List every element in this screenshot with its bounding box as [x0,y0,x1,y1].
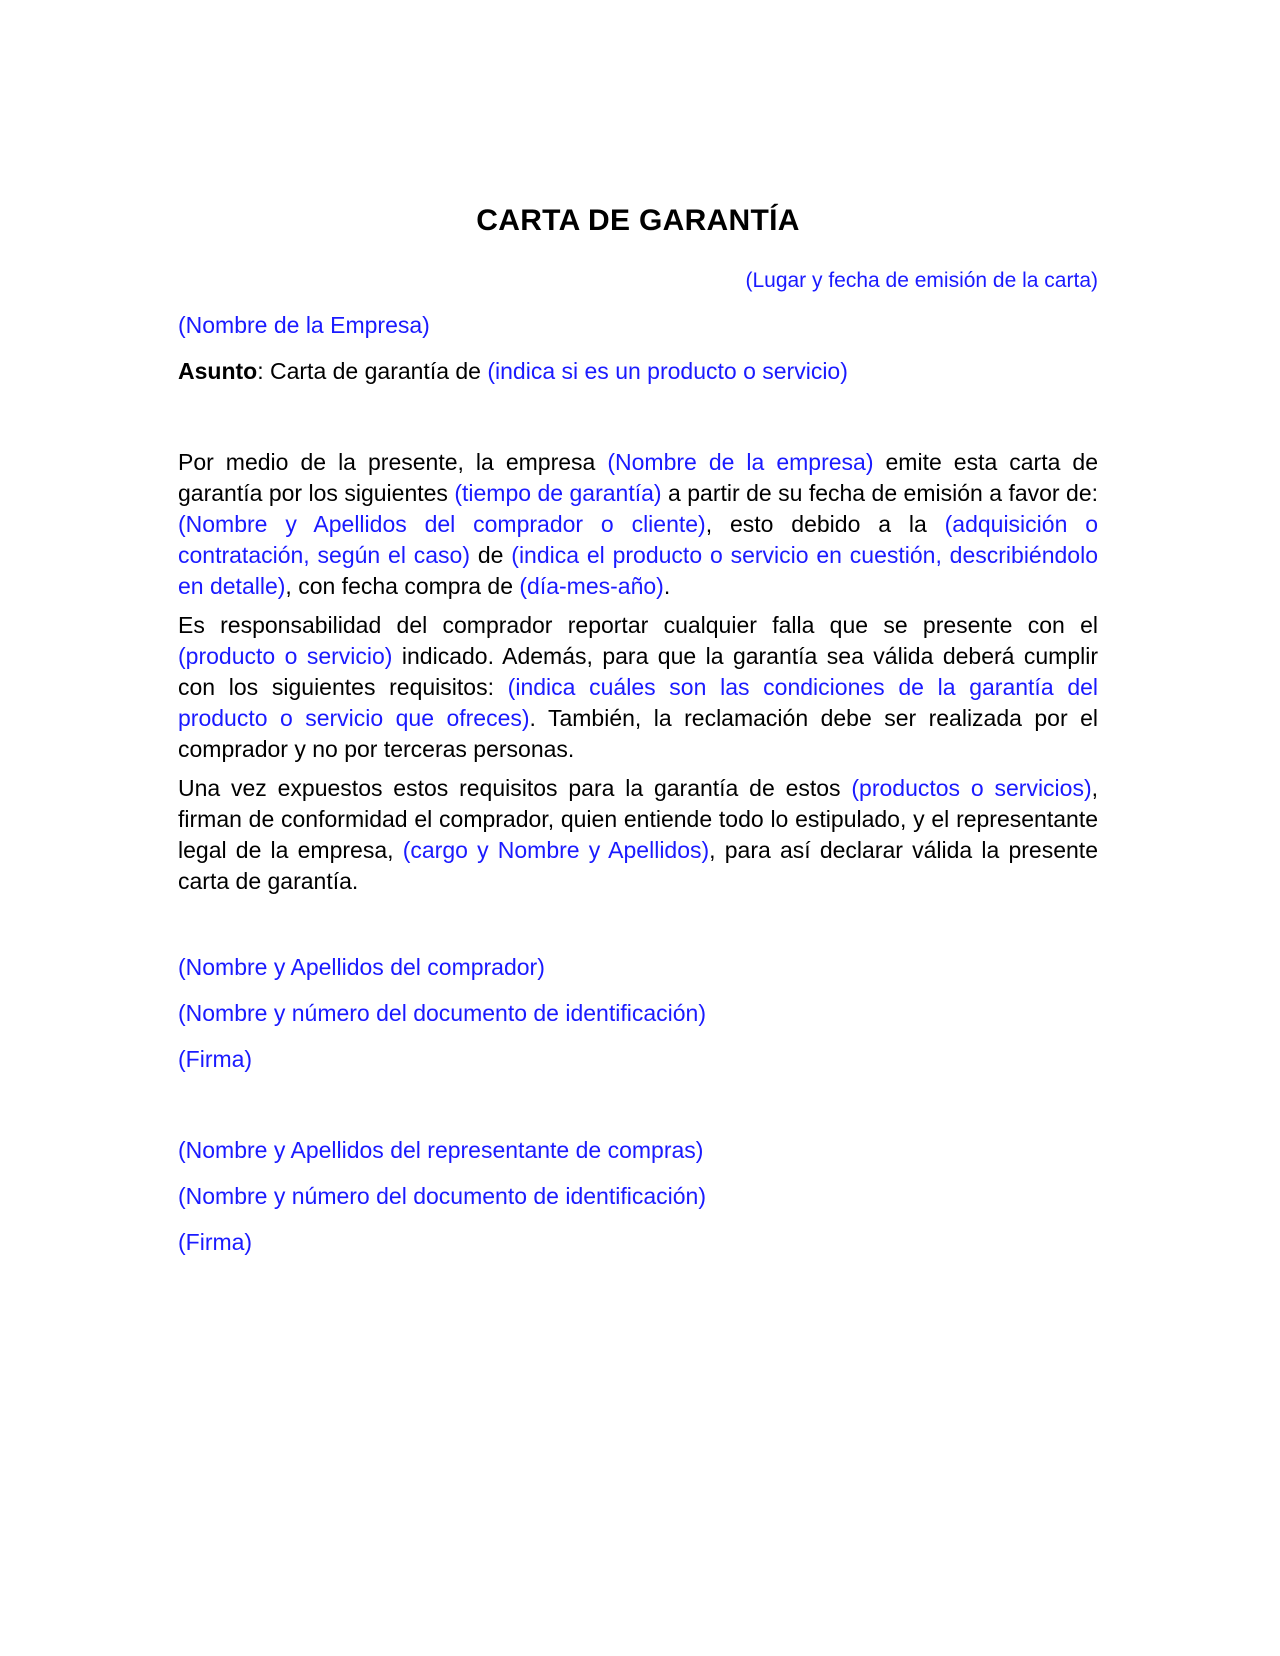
products-services-placeholder: (productos o servicios) [851,775,1092,801]
paragraph-1-text: , con fecha compra de [285,573,520,599]
paragraph-2 [178,610,1098,765]
representative-signature-line: (Firma) [178,1229,253,1255]
paragraph-1-text: a partir de su fecha de emisión a favor de: [661,480,1099,506]
company-name-placeholder: (Nombre de la Empresa) [178,312,430,338]
buyer-document-line: (Nombre y número del documento de identificación) [178,1000,706,1026]
paragraph-1 [178,447,1098,602]
product-description-placeholder: (indica el producto o servicio en cuestión, describiéndolo en detalle) [178,542,1099,599]
paragraph-1-text: , esto debido a la [705,511,945,537]
product-service-placeholder: (producto o servicio) [178,643,393,669]
paragraph-1-text: emite esta carta de garantía por los siguientes [178,449,1099,506]
representative-name-line: (Nombre y Apellidos del representante de compras) [178,1137,704,1163]
buyer-name-placeholder: (Nombre y Apellidos del comprador o cliente) [178,511,706,537]
warranty-conditions-placeholder: (indica cuáles son las condiciones de la garantía del producto o servicio que ofreces) [178,674,1099,731]
paragraph-1-text: Por medio de la presente, la empresa [178,449,608,475]
paragraph-1-text: . [663,573,671,599]
page-title: CARTA DE GARANTÍA [476,204,800,237]
subject-placeholder: (indica si es un producto o servicio) [487,358,848,384]
paragraph-2-text: indicado. Además, para que la garantía sea válida deberá cumplir con los siguientes requisitos: [178,643,1098,700]
place-date-placeholder: (Lugar y fecha de emisión de la carta) [745,269,1098,292]
subject-text: Carta de garantía de [263,358,488,384]
paragraph-1-text: de [470,542,512,568]
company-placeholder: (Nombre de la empresa) [607,449,874,475]
subject-label: Asunto [178,358,258,384]
paragraph-2-text: . También, la reclamación debe ser realizada por el comprador y no por terceras personas. [178,705,1098,762]
warranty-time-placeholder: (tiempo de garantía) [454,480,662,506]
subject-separator: : [257,358,264,384]
subject-line [178,356,1098,387]
buyer-signature-line: (Firma) [178,1046,253,1072]
representative-document-line: (Nombre y número del documento de identificación) [178,1183,706,1209]
paragraph-3-text: , firman de conformidad el comprador, quien entiende todo lo estipulado, y el representante legal de la empresa, [178,775,1099,863]
purchase-date-placeholder: (día-mes-año) [519,573,664,599]
buyer-name-line: (Nombre y Apellidos del comprador) [178,954,545,980]
paragraph-3-text: , para así declarar válida la presente carta de garantía. [178,837,1098,894]
representative-placeholder: (cargo y Nombre y Apellidos) [402,837,710,863]
acquisition-placeholder: (adquisición o contratación, según el caso) [178,511,1099,568]
paragraph-3 [178,773,1098,897]
paragraph-2-text: Es responsabilidad del comprador reportar cualquier falla que se presente con el [178,612,1098,638]
paragraph-3-text: Una vez expuestos estos requisitos para la garantía de estos [178,775,852,801]
